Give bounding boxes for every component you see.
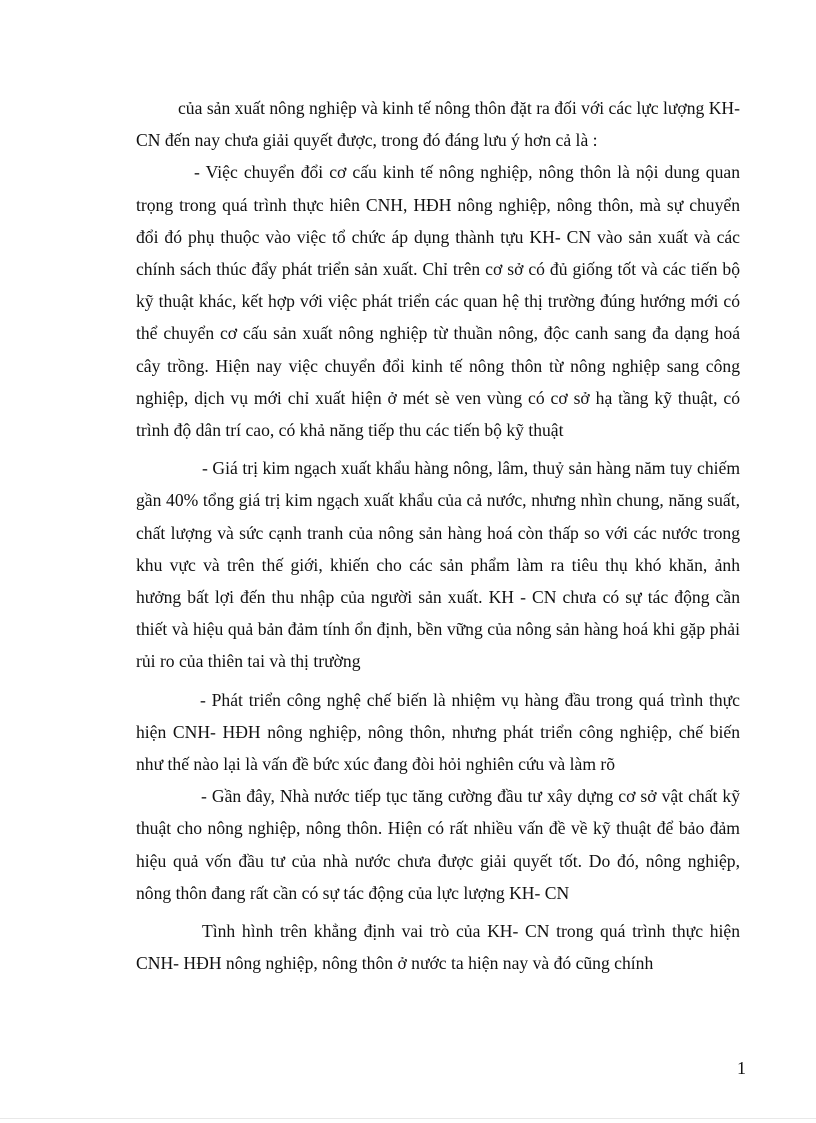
paragraph-processing-tech: - Phát triển công nghệ chế biến là nhiệm vụ hàng đầu trong quá trình thực hiện CNH- HĐH nông nghiệp, nông thôn, nhưng phát triển công nghiệp, chế biến như thế nào lại là vấn đề bức xúc đang đòi hỏi nghiên cứu và làm rõ (136, 689, 740, 775)
paragraph-export-value: - Giá trị kim ngạch xuất khẩu hàng nông, lâm, thuỷ sản hàng năm tuy chiếm gần 40% tổng giá trị kim ngạch xuất khẩu của cả nước, nhưng nhìn chung, năng suất, chất lượng và sức cạnh tranh của nông sản hàng hoá còn thấp so với các nước trong khu vực và trên thế giới, khiến cho các sản phẩm làm ra tiêu thụ khó khăn, ảnh hưởng bất lợi đến thu nhập của người sản xuất. KH - CN chưa có sự tác động cần thiết và hiệu quả bản đảm tính ổn định, bền vững của nông sản hàng hoá khi gặp phải rủi ro của thiên tai và thị trường (136, 458, 740, 672)
paragraph-investment: - Gần đây, Nhà nước tiếp tục tăng cường đầu tư xây dựng cơ sở vật chất kỹ thuật cho nông nghiệp, nông thôn. Hiện có rất nhiều vấn đề về kỹ thuật để bảo đảm hiệu quả vốn đầu tư của nhà nước chưa được giải quyết tốt. Do đó, nông nghiệp, nông thôn đang rất cần có sự tác động của lực lượng KH- CN (136, 786, 740, 903)
paragraph-structure-shift: - Việc chuyển đổi cơ cấu kinh tế nông nghiệp, nông thôn là nội dung quan trọng trong quá trình thực hiên CNH, HĐH nông nghiệp, nông thôn, mà sự chuyển đổi đó phụ thuộc vào việc tổ chức áp dụng thành tựu KH- CN vào sản xuất và các chính sách thúc đẩy phát triển sản xuất. Chỉ trên cơ sở có đủ giống tốt và các tiến bộ kỹ thuật khác, kết hợp với việc phát triển các quan hệ thị trường đúng hướng mới có thể chuyển cơ cấu sản xuất nông nghiệp từ thuần nông, độc canh sang đa dạng hoá cây trồng. Hiện nay việc chuyển đổi kinh tế nông thôn từ nông nghiệp sang công nghiệp, dịch vụ mới chỉ xuất hiện ở mét sè ven vùng có cơ sở hạ tầng kỹ thuật, có trình độ dân trí cao, có khả năng tiếp thu các tiến bộ kỹ thuật (136, 162, 740, 441)
page-number: 1 (737, 1058, 746, 1078)
body-text (136, 92, 740, 979)
page-bottom-divider (0, 1118, 816, 1119)
paragraph-intro: của sản xuất nông nghiệp và kinh tế nông thôn đặt ra đối với các lực lượng KH- CN đến nay chưa giải quyết được, trong đó đáng lưu ý hơn cả là : (136, 98, 740, 151)
paragraph-conclusion: Tình hình trên khẳng định vai trò của KH- CN trong quá trình thực hiện CNH- HĐH nông nghiệp, nông thôn ở nước ta hiện nay và đó cũng chính (136, 921, 740, 974)
